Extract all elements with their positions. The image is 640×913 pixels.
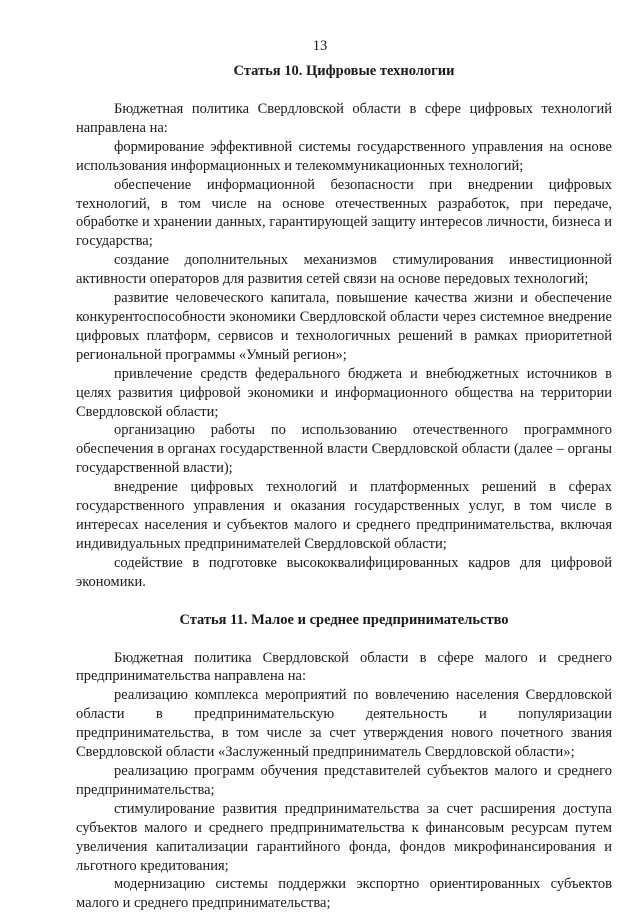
paragraph: реализацию комплекса мероприятий по вовлечению населения Свердловской области в предпринимательскую деятельность и популяризации предпринимательства, в том числе за счет утверждения нового почетного звания Свердловской области «Заслуженный предприниматель Свердловской области»; (76, 687, 612, 761)
paragraph: развитие человеческого капитала, повышение качества жизни и обеспечение конкурентоспособности экономики Свердловской области через системное внедрение цифровых платформ, сервисов и технологичных решений в рамках приоритетной региональной программы «Умный регион»; (76, 290, 612, 363)
article-10-title: Статья 10. Цифровые технологии (233, 63, 455, 79)
paragraph: обеспечение информационной безопасности при внедрении цифровых технологий, в том числе на основе отечественных разработок, при передаче, обработке и хранении данных, гарантирующей защиту интересов личности, бизнеса и государства; (76, 176, 612, 250)
paragraph: организацию работы по использованию отечественного программного обеспечения в органах государственной власти Свердловской области (далее – органы государственной власти); (76, 422, 612, 477)
document-body (76, 62, 612, 913)
article-10-body (76, 100, 612, 592)
paragraph: Бюджетная политика Свердловской области в сфере цифровых технологий направлена на: (76, 101, 612, 136)
paragraph: модернизацию системы поддержки экспортно ориентированных субъектов малого и среднего предпринимательства; (76, 876, 612, 912)
paragraph: реализацию программ обучения представителей субъектов малого и среднего предпринимательства; (76, 763, 612, 798)
paragraph: Бюджетная политика Свердловской области в сфере малого и среднего предпринимательства направлена на: (76, 649, 612, 685)
paragraph: создание дополнительных механизмов стимулирования инвестиционной активности операторов для развития сетей связи на основе передовых технологий; (76, 252, 612, 288)
article-11-body (76, 649, 612, 913)
paragraph: содействие в подготовке высококвалифицированных кадров для цифровой экономики. (76, 554, 612, 590)
paragraph: формирование эффективной системы государственного управления на основе использования информационных и телекоммуникационных технологий; (76, 138, 612, 174)
page-number: 13 (312, 38, 328, 54)
paragraph: привлечение средств федерального бюджета и внебюджетных источников в целях развития цифровой экономики и информационного общества на территории Свердловской области; (76, 365, 612, 420)
paragraph: внедрение цифровых технологий и платформенных решений в сферах государственного управления и оказания государственных услуг, в том числе в интересах населения и субъектов малого и среднего предпринимательства, включая индивидуальных предпринимателей Свердловской области; (76, 479, 612, 552)
article-11-title: Статья 11. Малое и среднее предпринимательство (179, 611, 509, 628)
paragraph: стимулирование развития предпринимательства за счет расширения доступа субъектов малого и среднего предпринимательства к финансовым ресурсам путем увеличения капитализации гарантийного фонда, фондов микрофинансирования и льготного кредитования; (76, 800, 612, 874)
